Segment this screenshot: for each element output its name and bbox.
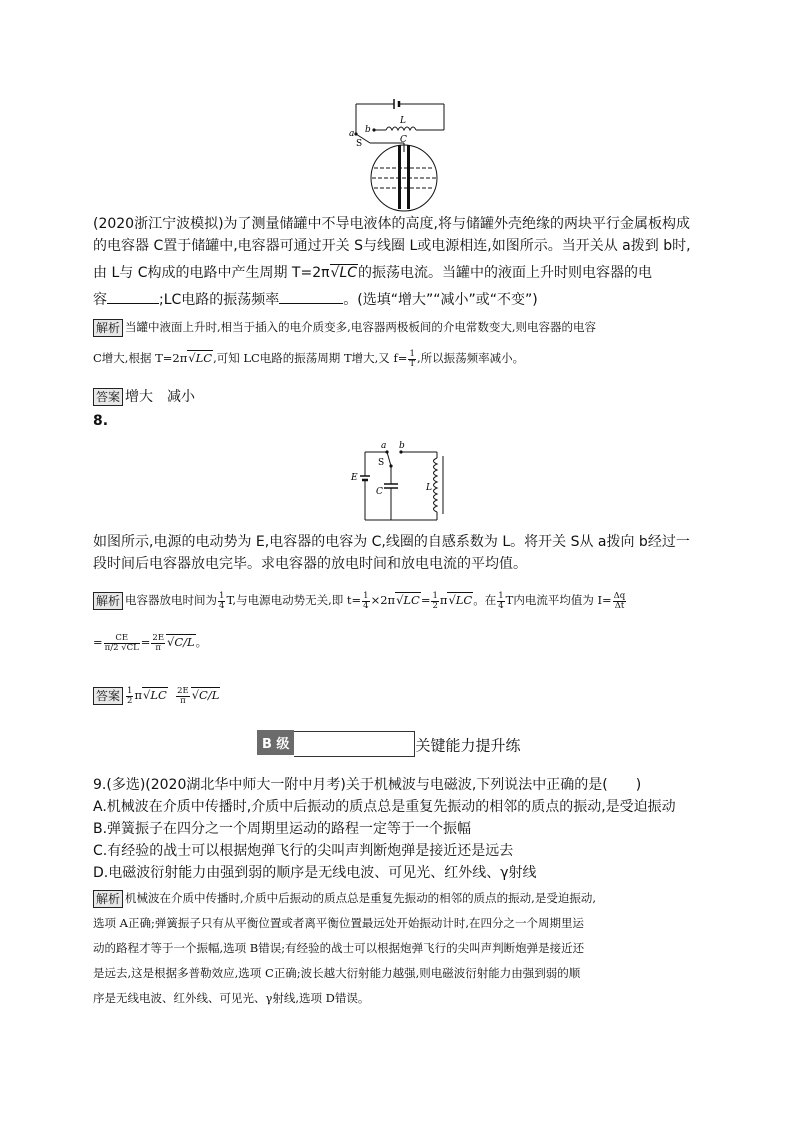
q7-line-3: 由 L与 C构成的电路中产生周期 T=2π√ LC的振荡电流。当罐中的液面上升时则电容器的电 [93,262,652,284]
q7-explanation-line-1: 解析 当罐中液面上升时,相当于插入的电介质变多,电容器两极板间的介电常数变大,则电容器的电容 [93,317,596,337]
q7-blank-2[interactable] [279,303,343,304]
explanation-tag: 解析 [93,890,123,908]
q9-option-b: B.弹簧振子在四分之一个周期里运动的路程一定等于一个振幅 [93,821,472,837]
lc-circuit-figure [345,438,450,526]
q9-option-c: C.有经验的战士可以根据炮弹飞行的尖叫声判断炮弹是接近还是远去 [93,843,514,859]
label-l: L [400,116,406,126]
explanation-tag: 解析 [93,592,123,610]
tank-circuit-figure [340,90,450,215]
label-e: E [351,473,358,483]
q7-line-1: (2020浙江宁波模拟)为了测量储罐中不导电液体的高度,将与储罐外壳绝缘的两块平行金属板构成 [93,216,691,232]
q8-line-1: 如图所示,电源的电动势为 E,电容器的电容为 C,线圈的自感系数为 L。将开关 S从 a拨向 b经过一 [93,534,690,550]
q8-explanation-line-2: = $\frac{CE}{\pi/2 √CL}$ = $\frac{2E}{\pi}$ √ C/L。 [93,632,207,653]
section-title: 关键能力提升练 [415,736,521,755]
label-a: a [381,441,387,451]
label-s: S [356,139,363,149]
q7-line-2: 的电容器 C置于储罐中,电容器可通过开关 S与线圈 L或电源相连,如图所示。当开关从 a拨到 b时, [93,238,691,254]
label-c: C [376,487,383,497]
q8-answer: 答案 $\frac{1}{2}$ π√ LC $\frac{2E}{\pi}$ √ C/L [93,685,220,706]
q7-blank-1[interactable] [107,303,159,304]
q9-explanation-line-1: 解析 机械波在介质中传播时,介质中后振动的质点总是重复先振动的相邻的质点的振动,是受迫振动, [93,888,596,908]
q7-line-4: 容 ;LC电路的振荡频率 。(选填“增大”“减小”或“不变”) [93,292,538,308]
q7-explanation-line-2: C增大,根据 T=2π√ LC,可知 LC电路的振荡周期 T增大,又 f= $\frac{1}{T}$ ,所以振荡频率减小。 [93,348,524,369]
q8-number: 8. [93,413,109,429]
label-s: S [378,458,385,468]
label-b: b [399,441,405,451]
q9-explanation-line-3: 动的路程才等于一个振幅,选项 B错误;有经验的战士可以根据炮弹飞行的尖叫声判断炮弹是接近还 [93,941,585,955]
q8-explanation-line-1: 解析 电容器放电时间为 $\frac{1}{4}$ T,与电源电动势无关,即 t= $\frac{1}{4}$ ×2π√ LC= $\frac{1}{2}$ π√ LC。在 $\frac{1}{4}$ T内电流平均值为 I= $\frac{\Delta q}{\Delta t}$ [93,590,627,611]
label-c: C [400,135,407,145]
q7-answer: 答案 增大 减小 [93,386,195,408]
level-badge: B 级 [257,730,294,755]
q9-explanation-line-4: 是远去,这是根据多普勒效应,选项 C正确;波长越大衍射能力越强,则电磁波衍射能力由强到弱的顺 [93,966,581,980]
q9-stem: 9.(多选)(2020湖北华中师大一附中月考)关于机械波与电磁波,下列说法中正确的是( ) [93,777,642,793]
label-b: b [365,125,371,135]
q9-option-a: A.机械波在介质中传播时,介质中后振动的质点总是重复先振动的相邻的质点的振动,是受迫振动 [93,799,676,815]
q9-option-d: D.电磁波衍射能力由强到弱的顺序是无线电波、可见光、红外线、γ射线 [93,865,537,881]
q8-line-2: 段时间后电容器放电完毕。求电容器的放电时间和放电电流的平均值。 [93,556,527,572]
label-a: a [349,129,355,139]
explanation-tag: 解析 [93,319,123,337]
q9-explanation-line-5: 序是无线电波、红外线、可见光、γ射线,选项 D错误。 [93,991,370,1005]
answer-tag: 答案 [93,687,123,705]
label-l: L [426,483,432,493]
answer-tag: 答案 [93,388,123,406]
q9-explanation-line-2: 选项 A正确;弹簧振子只有从平衡位置或者离平衡位置最远处开始振动计时,在四分之一个周期里运 [93,916,584,930]
section-header [257,730,520,757]
